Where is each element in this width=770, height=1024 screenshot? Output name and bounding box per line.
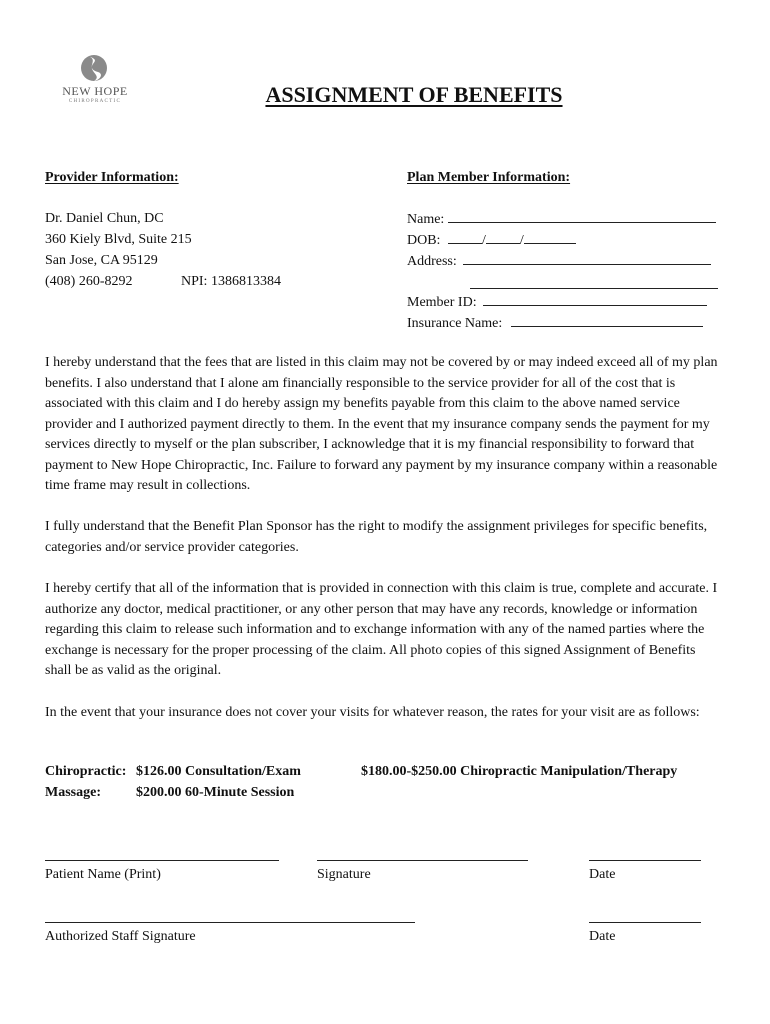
member-name-label: Name:: [407, 212, 445, 227]
logo-subtitle: CHIROPRACTIC: [68, 99, 122, 104]
signature-label: Signature: [317, 867, 371, 882]
provider-name: Dr. Daniel Chun, DC: [45, 211, 164, 226]
rate-massage-session: $200.00 60-Minute Session: [136, 785, 295, 800]
date-label-2: Date: [589, 929, 616, 944]
member-address-row: [407, 250, 711, 272]
rate-chiropractic-manipulation: $180.00-$250.00 Chiropractic Manipulation/Therapy: [361, 764, 678, 779]
rate-chiropractic-label: Chiropractic:: [45, 764, 127, 779]
paragraph-financial-responsibility: I hereby understand that the fees that are listed in this claim may not be covered by or may indeed exceed all of my plan benefits. I also understand that I alone am financially responsible to the service provider for all of the cost that is associated with this claim and I do hereby assign my benefits payable from this claim to the above named service provider and I authorized payment directly to them. In the event that my insurance company sends the payment for my services directly to myself or the plan subscriber, I acknowledge that it is my financial responsibility to forward that payment to New Hope Chiropractic, Inc. Failure to forward any payment by my insurance company within a reasonable time frame may result in collections.: [45, 355, 718, 493]
patient-date-line[interactable]: [589, 860, 701, 861]
insurance-name-field[interactable]: [511, 312, 703, 327]
logo-name: NEW HOPE: [62, 84, 128, 98]
staff-signature-label: Authorized Staff Signature: [45, 929, 196, 944]
member-id-label: Member ID:: [407, 295, 477, 310]
member-dob-label: DOB:: [407, 233, 441, 248]
member-dob-row: DOB: / /: [407, 229, 576, 251]
logo-mark-icon: [48, 50, 142, 84]
dob-month-field[interactable]: [448, 229, 482, 244]
member-address-field[interactable]: [463, 250, 711, 265]
provider-npi: NPI: 1386813384: [181, 274, 281, 289]
dob-day-field[interactable]: [486, 229, 520, 244]
date-label-1: Date: [589, 867, 616, 882]
patient-name-line[interactable]: [45, 860, 279, 861]
staff-signature-line[interactable]: [45, 922, 415, 923]
paragraph-rates-intro: In the event that your insurance does not cover your visits for whatever reason, the rates for your visit are as follows:: [45, 705, 700, 720]
paragraph-plan-sponsor: I fully understand that the Benefit Plan Sponsor has the right to modify the assignment privileges for specific benefits, categories and/or service provider categories.: [45, 519, 708, 555]
patient-name-label: Patient Name (Print): [45, 867, 161, 882]
page-title: ASSIGNMENT OF BENEFITS: [265, 82, 563, 107]
patient-signature-line[interactable]: [317, 860, 528, 861]
member-id-field[interactable]: [483, 291, 707, 306]
member-name-row: [407, 208, 716, 230]
insurance-name-label: Insurance Name:: [407, 316, 503, 331]
paragraph-certification: I hereby certify that all of the information that is provided in connection with this claim is true, complete and accurate. I authorize any doctor, medical practitioner, or any other person that may have any records, knowledge or information regarding this claim to release such information and to exchange information with any of the named parties where the exchange is necessary for the proper processing of the claim. All photo copies of this signed Assignment of Benefits shall be as valid as the original.: [45, 581, 718, 678]
staff-date-line[interactable]: [589, 922, 701, 923]
rate-chiropractic-exam: $126.00 Consultation/Exam: [136, 764, 301, 779]
insurance-name-row: [407, 312, 703, 334]
member-heading: Plan Member Information:: [407, 170, 571, 185]
member-address-field-line2[interactable]: [470, 274, 718, 289]
member-id-row: [407, 291, 707, 313]
provider-address-line1: 360 Kiely Blvd, Suite 215: [45, 232, 192, 247]
provider-heading: Provider Information:: [45, 170, 179, 185]
member-name-field[interactable]: [448, 208, 716, 223]
provider-address-line2: San Jose, CA 95129: [45, 253, 158, 268]
dob-year-field[interactable]: [524, 229, 576, 244]
provider-phone: (408) 260-8292: [45, 274, 133, 289]
rate-massage-label: Massage:: [45, 785, 101, 800]
member-address-label: Address:: [407, 254, 457, 269]
